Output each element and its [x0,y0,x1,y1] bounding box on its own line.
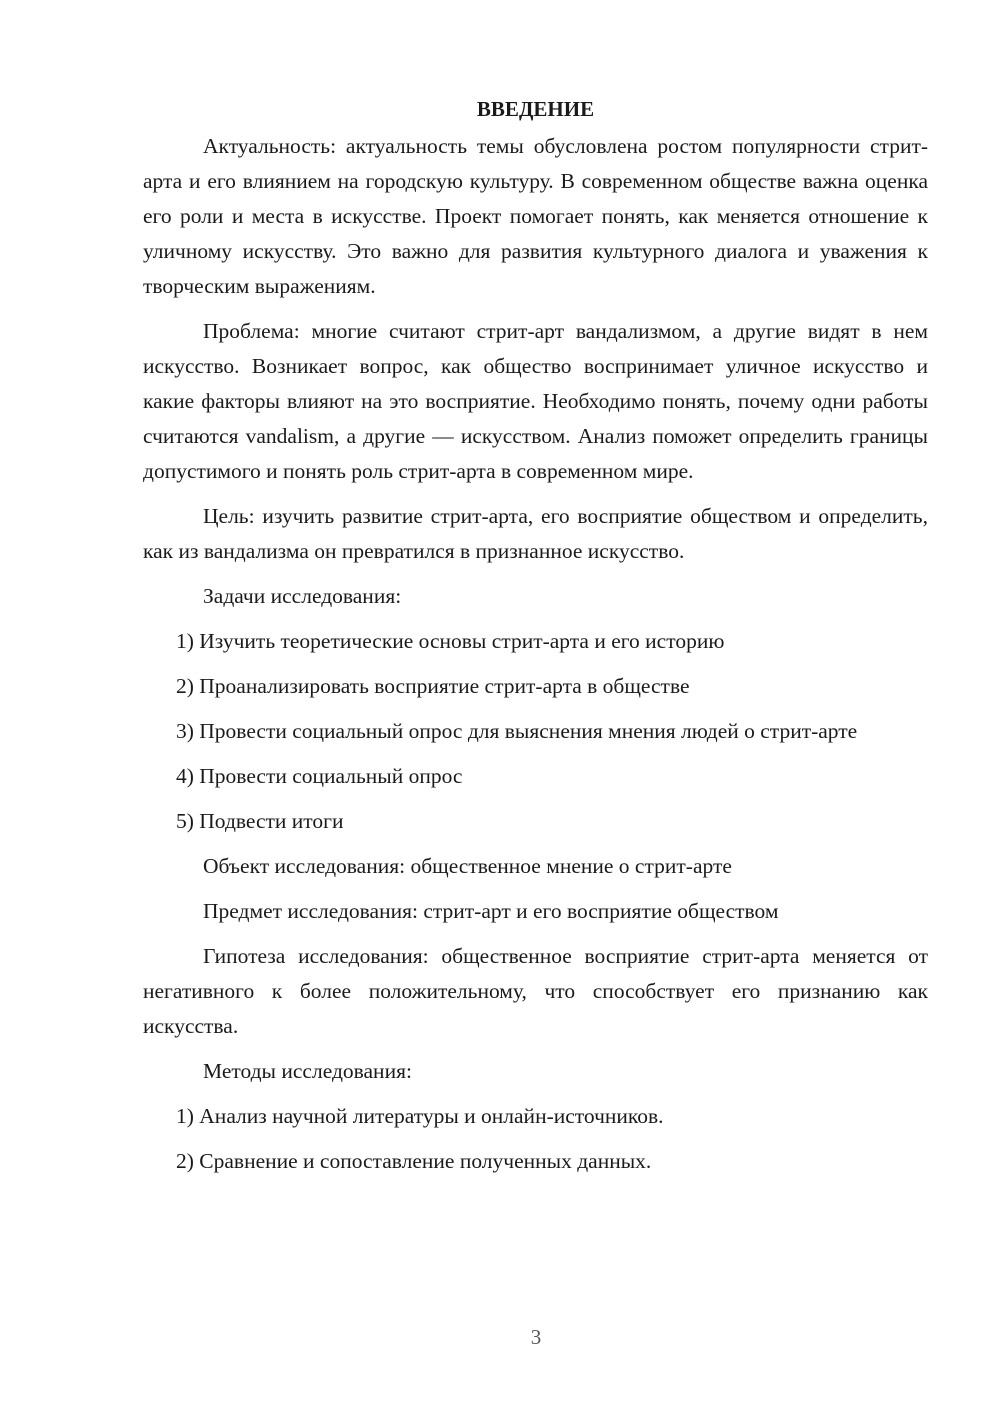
page-number: 3 [530,1325,542,1349]
method-item: 2) Сравнение и сопоставление полученных данных. [176,1149,652,1173]
hypothesis-paragraph: Гипотеза исследования: общественное восприятие стрит-арта меняется от негативного к более положительному, что способствует его признанию как искусства. [143,944,928,1038]
problem-paragraph: Проблема: многие считают стрит-арт вандализмом, а другие видят в нем искусство. Возникает вопрос, как общество воспринимает уличное искусство и какие факторы влияют на это восприятие. Необходимо понять, почему одни работы считаются vandalism, а другие — искусством. Анализ поможет определить границы допустимого и понять роль стрит-арта в современном мире. [143,319,928,483]
task-item: 2) Проанализировать восприятие стрит-арта в обществе [176,674,690,698]
method-item: 1) Анализ научной литературы и онлайн-источников. [176,1104,664,1128]
relevance-paragraph: Актуальность: актуальность темы обусловлена ростом популярности стрит-арта и его влиянием на городскую культуру. В современном обществе важна оценка его роли и места в искусстве. Проект помогает понять, как меняется отношение к уличному искусству. Это важно для развития культурного диалога и уважения к творческим выражениям. [143,134,928,298]
goal-paragraph: Цель: изучить развитие стрит-арта, его восприятие обществом и определить, как из вандализма он превратился в признанное искусство. [143,504,928,563]
document-page [143,92,928,1189]
research-subject: Предмет исследования: стрит-арт и его восприятие обществом [203,899,779,923]
methods-heading: Методы исследования: [203,1059,412,1083]
task-item: 4) Провести социальный опрос [176,764,463,788]
task-item: 3) Провести социальный опрос для выяснения мнения людей о стрит-арте [176,719,858,743]
page-title: ВВЕДЕНИЕ [476,97,595,121]
research-object: Объект исследования: общественное мнение о стрит-арте [203,854,732,878]
tasks-heading: Задачи исследования: [203,584,402,608]
task-item: 1) Изучить теоретические основы стрит-арта и его историю [176,629,725,653]
task-item: 5) Подвести итоги [176,809,344,833]
